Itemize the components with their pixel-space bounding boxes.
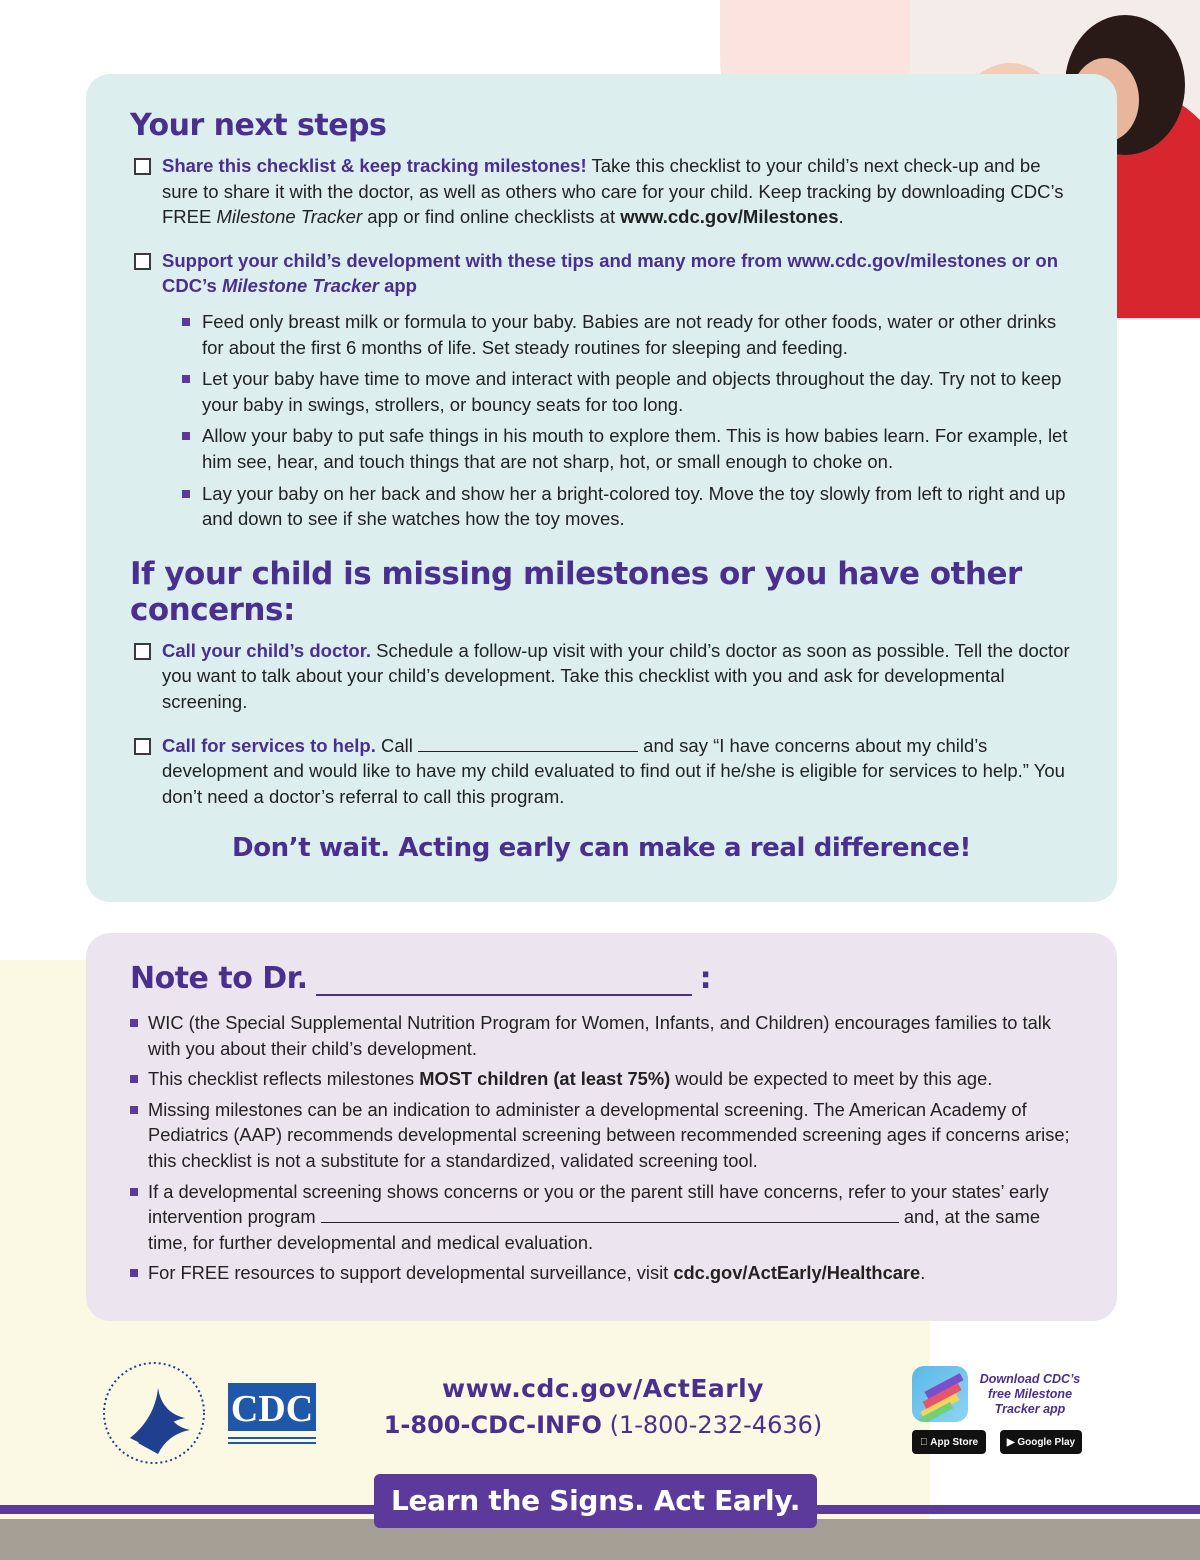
tips-list [130,309,1073,532]
refer-pre: If a developmental screening shows concerns or you or the parent still have concerns, refer to your states’ early intervention program [148,1180,1049,1228]
tip-item: Feed only breast milk or formula to your baby. Babies are not ready for other foods, water or other drinks for about the first 6 months of life. Set steady routines for sleeping and feeding. [182,309,1073,360]
call-services-text: and say “I have concerns about my child’s development and would like to have my child evaluated to find out if he/she is eligible for services to help.” You don’t need a doctor’s referral to call this program. [162,734,1065,807]
note-item-most [130,1066,1073,1092]
google-play-badge[interactable] [1000,1430,1082,1454]
download-app-text: Download CDC’s free Milestone Tracker app [979,1372,1081,1416]
call-services-checkbox[interactable] [134,738,151,755]
share-app-name: Milestone Tracker [216,206,363,228]
note-title: Note to Dr. [130,961,308,996]
app-store-badge[interactable] [912,1430,986,1454]
phone-main: 1-800-CDC-INFO [383,1411,602,1439]
actearly-url[interactable]: www.cdc.gov/ActEarly [442,1374,764,1403]
milestone-tracker-promo [912,1366,1092,1456]
milestone-tracker-app-icon[interactable] [912,1366,968,1422]
doctor-name-blank[interactable] [316,968,692,996]
share-checkbox[interactable] [134,158,151,175]
note-list [130,1010,1073,1286]
concerns-title: If your child is missing milestones or you have other concerns: [130,555,1022,628]
phone-alt: (1-800-232-4636) [609,1411,823,1439]
support-checkbox[interactable] [134,253,151,270]
support-lead: Support your child’s development with these tips and many more from www.cdc.gov/milestones or on CDC’s [162,249,1059,297]
call-doctor-lead: Call your child’s doctor. [162,639,372,661]
note-item-wic: WIC (the Special Supplemental Nutrition Program for Women, Infants, and Children) encourages families to talk with you about their child’s development. [130,1010,1073,1061]
google-play-label: Google Play [1017,1436,1076,1448]
apple-icon [923,1436,927,1448]
services-phone-blank[interactable] [418,733,638,752]
call-services-pre: Call [375,734,419,756]
note-item-missing: Missing milestones can be an indication to administer a developmental screening. The American Academy of Pediatrics (AAP) recommends developmental screening between recommended screening ages if concerns arise; this checklist is not a substitute for a standardized, validated screening tool. [130,1097,1073,1174]
hhs-seal-logo [100,1358,208,1468]
app-store-label: App Store [926,1436,975,1448]
phone-number [360,1411,846,1439]
most-bold: MOST children (at least 75%) [419,1068,671,1090]
dont-wait-message: Don’t wait. Acting early can make a real difference! [232,833,971,864]
tip-item: Let your baby have time to move and interact with people and objects throughout the day. Try not to keep your baby in swings, strollers, or bouncy seats for too long. [182,366,1073,417]
refer-post: and, at the same time, for further developmental and medical evaluation. [148,1206,1041,1253]
free-pre: For FREE resources to support developmental surveillance, visit [148,1262,674,1284]
cdc-logo [228,1383,316,1447]
most-post: would be expected to meet by this age. [670,1068,993,1090]
free-end: . [920,1262,926,1284]
cdc-logo-text: CDC [230,1388,314,1430]
support-app-name: Milestone Tracker [221,275,379,297]
share-text: Take this checklist to your child’s next check-up and be sure to share it with the doctor, as well as others who care for your child. Keep tracking by downloading CDC’s FREE [162,155,1064,228]
tip-item: Lay your baby on her back and show her a bright-colored toy. Move the toy slowly from left to right and up and down to see if she watches how the toy moves. [182,481,1073,532]
contact-info [360,1374,846,1439]
support-lead-end: app [378,275,417,297]
next-steps-panel [86,74,1117,902]
call-services-item [130,733,1073,810]
call-doctor-item [130,638,1073,715]
note-item-refer [130,1179,1073,1256]
note-colon: : [699,961,712,996]
call-services-lead: Call for services to help. [162,734,376,756]
program-blank[interactable] [321,1204,899,1223]
call-doctor-text: Schedule a follow-up visit with your child’s doctor as soon as possible. Tell the doctor you want to talk about your child’s development. Take this checklist with you and ask for developmental screening. [162,639,1070,712]
share-checklist-item [130,153,1073,230]
share-text-2: app or find online checklists at [362,206,621,228]
most-pre: This checklist reflects milestones [148,1068,420,1090]
share-end: . [838,206,844,228]
note-to-doctor-panel [86,933,1117,1321]
next-steps-title: Your next steps [130,108,387,143]
tip-item: Allow your baby to put safe things in his mouth to explore them. This is how babies learn. For example, let him see, hear, and touch things that are not sharp, hot, or small enough to choke on. [182,423,1073,474]
milestones-link[interactable]: www.cdc.gov/Milestones [620,206,839,228]
play-icon: ▶ [1006,1436,1018,1448]
share-lead: Share this checklist & keep tracking milestones! [162,155,587,176]
healthcare-link[interactable]: cdc.gov/ActEarly/Healthcare [673,1262,921,1284]
tagline-banner: Learn the Signs. Act Early. [374,1474,817,1528]
note-item-free [130,1260,1073,1286]
note-title-row [130,961,1073,996]
call-doctor-checkbox[interactable] [134,643,151,660]
support-checklist-item [130,248,1073,299]
